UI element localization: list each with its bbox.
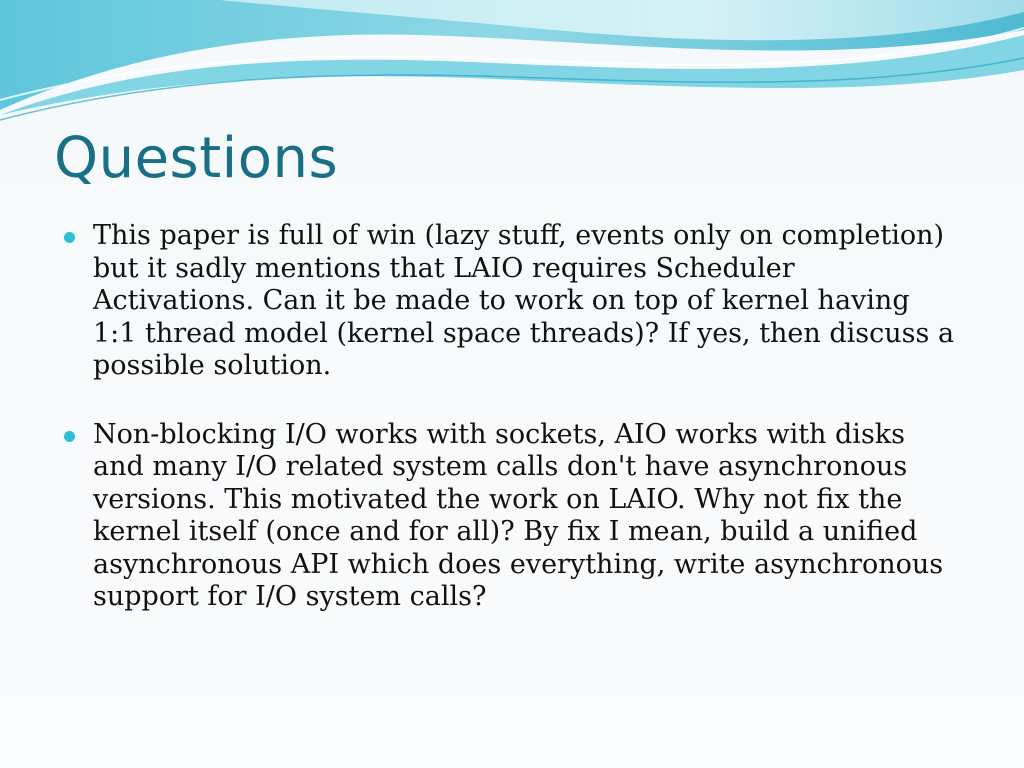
bullet-text-1: This paper is full of win (lazy stuff, events only on completion) but it sadly mentions that LAIO requires Scheduler Activations. Can it be made to work on top of kernel having 1:1 thread model (kernel space threads)? If yes, then discuss a possible solution. [93, 220, 955, 381]
bullet-item-2 [60, 419, 960, 614]
bullet-dot-icon [64, 431, 75, 442]
bullet-list [60, 220, 960, 650]
bullet-text-2: Non-blocking I/O works with sockets, AIO works with disks and many I/O related system calls don't have asynchronous versions. This motivated the work on LAIO. Why not fix the kernel itself (once and for all)? By fix I mean, build a unified asynchronous API which does everything, write asynchronous support for I/O system calls? [93, 418, 944, 612]
slide-title: Questions [54, 126, 339, 191]
header-wave-decoration [0, 0, 1024, 130]
bullet-dot-icon [64, 232, 75, 243]
bullet-item-1 [60, 220, 960, 383]
